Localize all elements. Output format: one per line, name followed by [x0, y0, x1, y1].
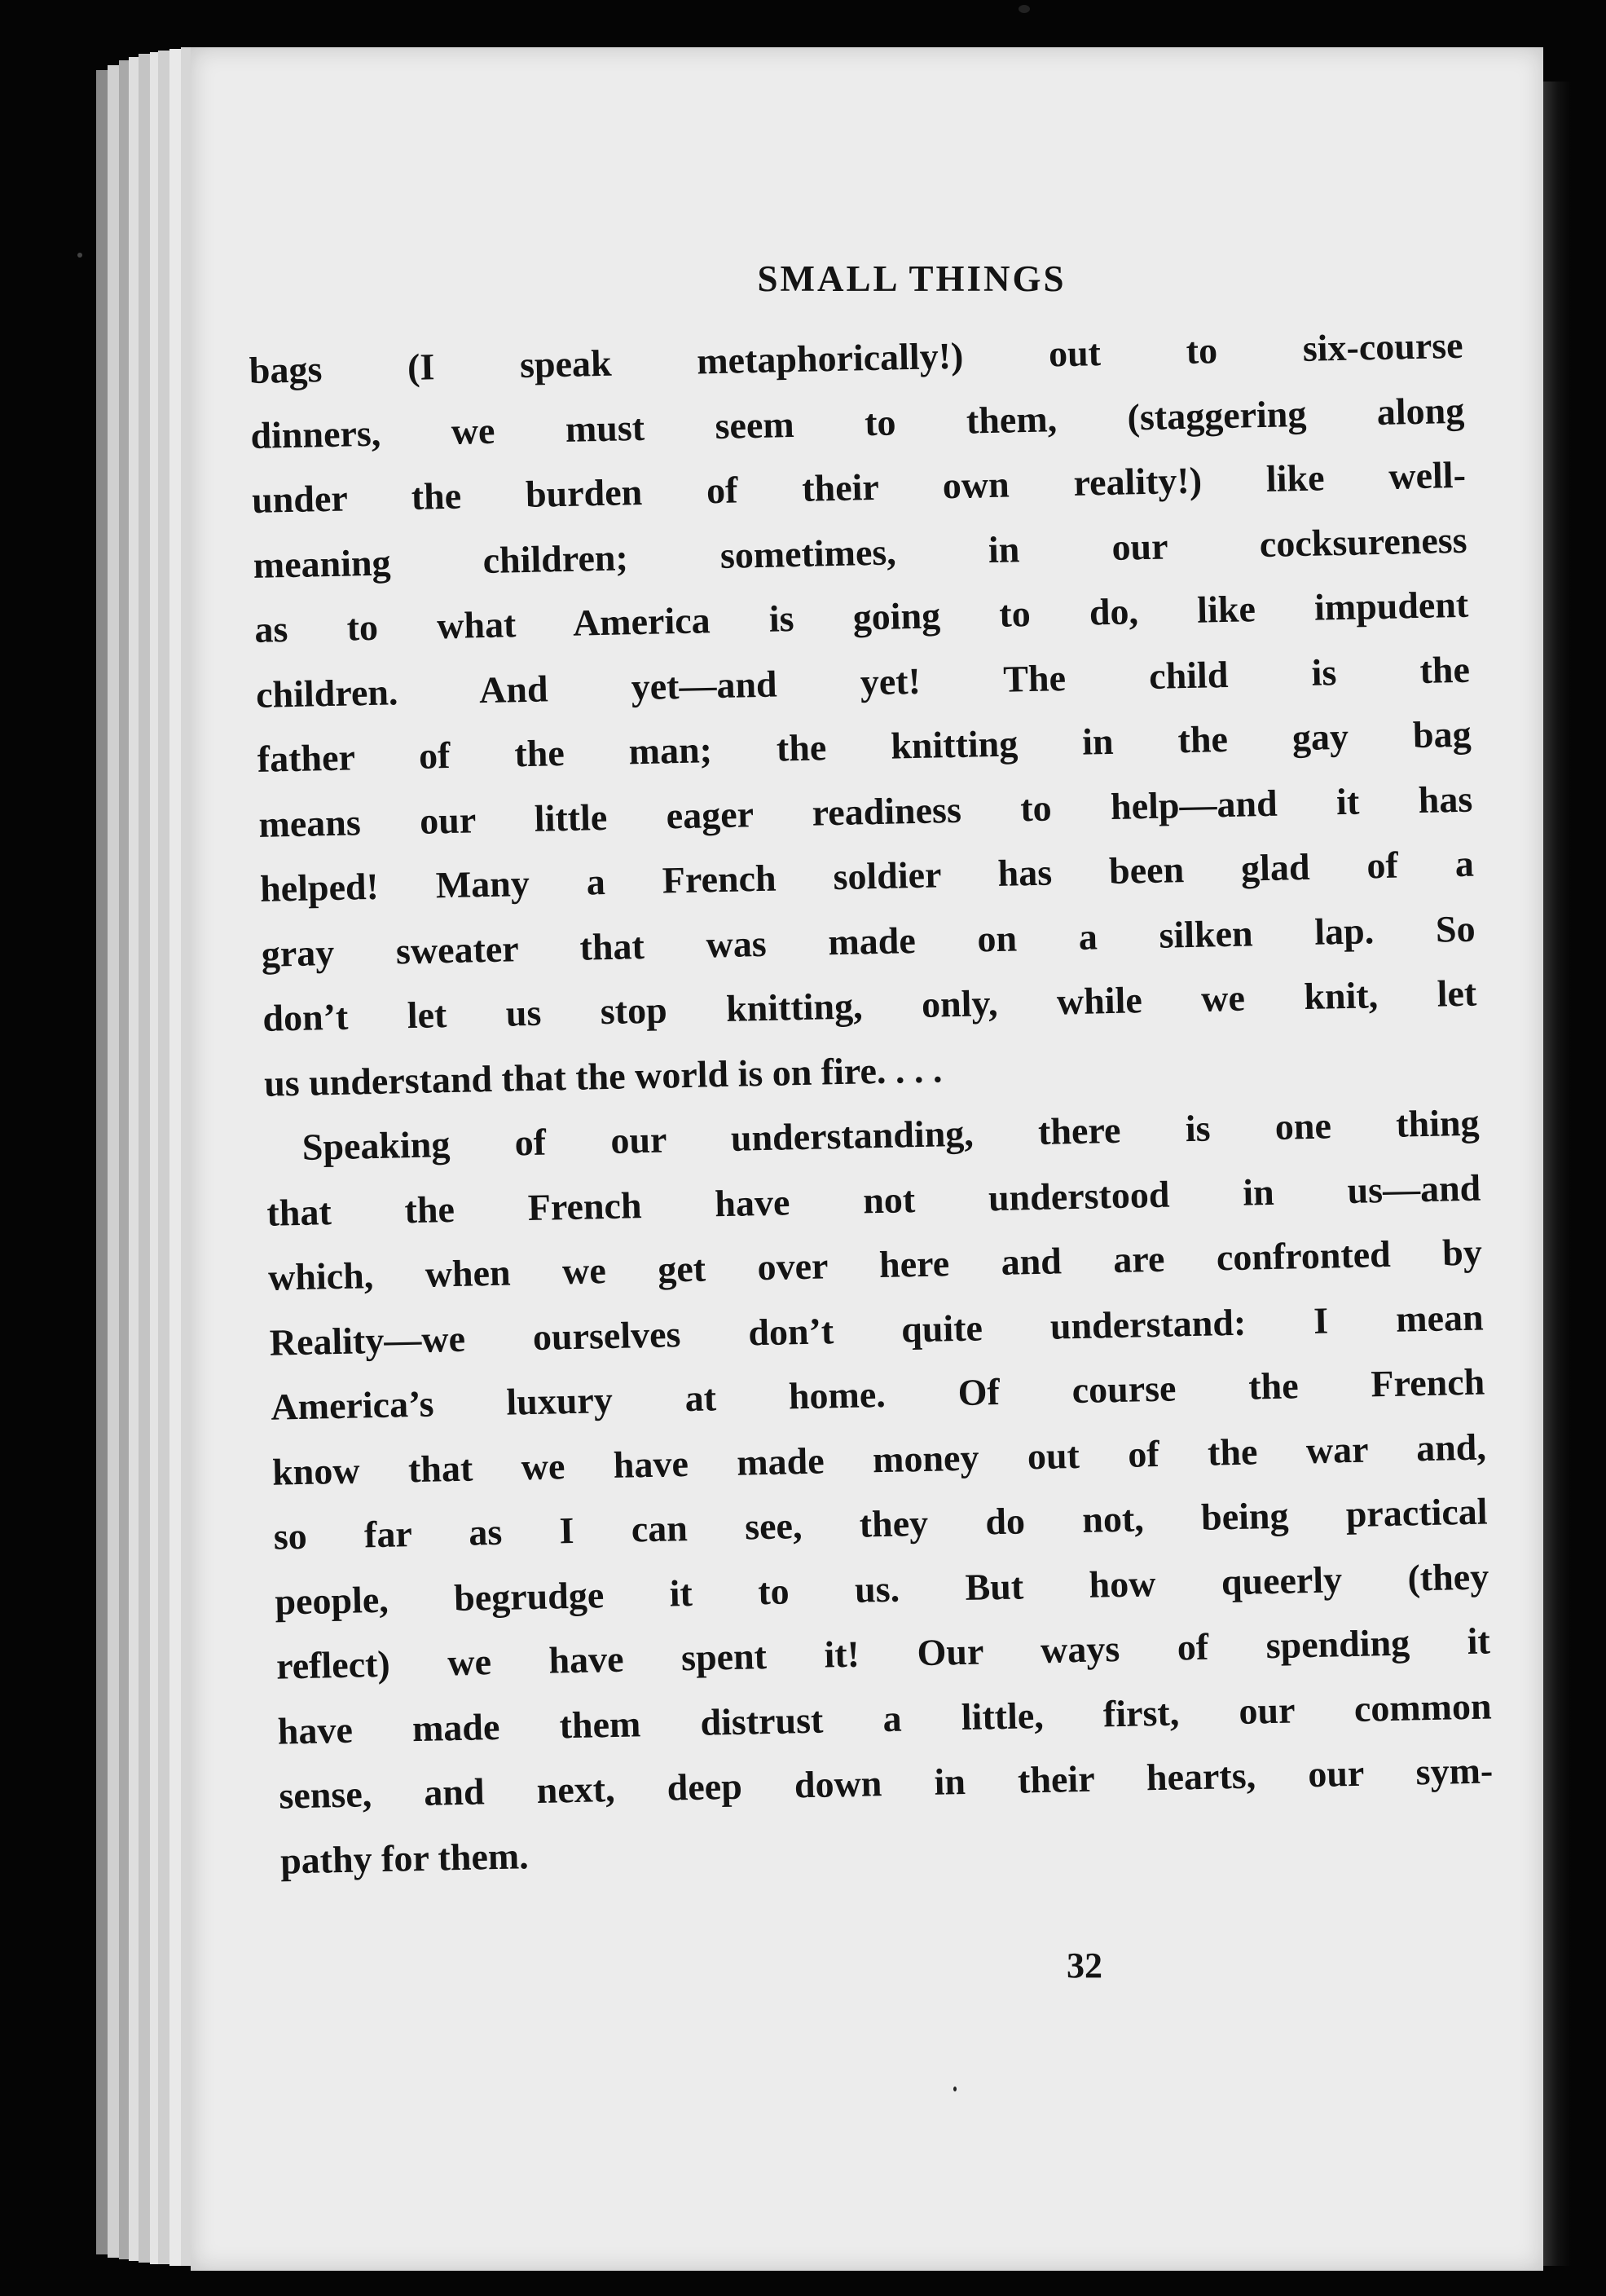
text-line: helped! Many a French soldier has been glad of a: [259, 842, 1475, 910]
scan-speck: [77, 253, 82, 258]
page-edge: [96, 70, 108, 2254]
text-line: under the burden of their own reality!) like well-: [251, 453, 1467, 521]
text-line: that the French have not understood in us—and: [266, 1166, 1481, 1234]
scan-speck: [953, 2087, 957, 2091]
text-line: so far as I can see, they do not, being practical: [273, 1490, 1489, 1558]
text-line: don’t let us stop knitting, only, while we knit, let: [262, 972, 1477, 1039]
text-line: pathy for them.: [279, 1834, 530, 1882]
text-line: which, when we get over here and are confronted by: [267, 1231, 1483, 1298]
text-line: have made them distrust a little, first, our common: [277, 1684, 1492, 1752]
text-line: bags (I speak metaphorically!) out to six-course: [249, 324, 1464, 391]
page-edge: [108, 65, 119, 2258]
text-line: meaning children; sometimes, in our cocksureness: [253, 518, 1468, 586]
text-line: means our little eager readiness to help—and it has: [257, 778, 1473, 845]
text-line: reflect) we have spent it! Our ways of spending it: [275, 1620, 1491, 1687]
page-edge: [169, 49, 181, 2266]
page-edge: [129, 57, 139, 2261]
text-line: America’s luxury at home. Of course the French: [270, 1360, 1485, 1428]
page-edge: [150, 52, 158, 2264]
text-line: dinners, we must seem to them, (staggering along: [249, 389, 1465, 456]
page-edge: [158, 51, 169, 2264]
text-line: father of the man; the knitting in the gay bag: [257, 712, 1472, 780]
page-edge: [139, 54, 150, 2263]
body-text: [249, 313, 1495, 1893]
text-line: sense, and next, deep down in their hearts, our sym-: [278, 1749, 1494, 1817]
text-line: us understand that the world is on fire. . . .: [263, 1047, 943, 1104]
binding-shadow: [1538, 82, 1571, 2266]
text-line: Reality—we ourselves don’t quite understand: I mean: [269, 1296, 1485, 1364]
text-line: children. And yet—and yet! The child is the: [255, 648, 1471, 716]
text-line: people, begrudge it to us. But how queerly (they: [274, 1554, 1489, 1623]
running-head: SMALL THINGS: [757, 258, 1067, 299]
text-line: gray sweater that was made on a silken lap. So: [261, 907, 1476, 975]
page-edge: [119, 60, 129, 2259]
scan-speck: [1019, 5, 1030, 13]
text-line: as to what America is going to do, like impudent: [253, 583, 1469, 650]
page-edge: [181, 47, 191, 2266]
page-number: 32: [1067, 1946, 1102, 1985]
text-line: Speaking of our understanding, there is one thing: [301, 1101, 1481, 1168]
text-line: know that we have made money out of the war and,: [271, 1425, 1487, 1493]
